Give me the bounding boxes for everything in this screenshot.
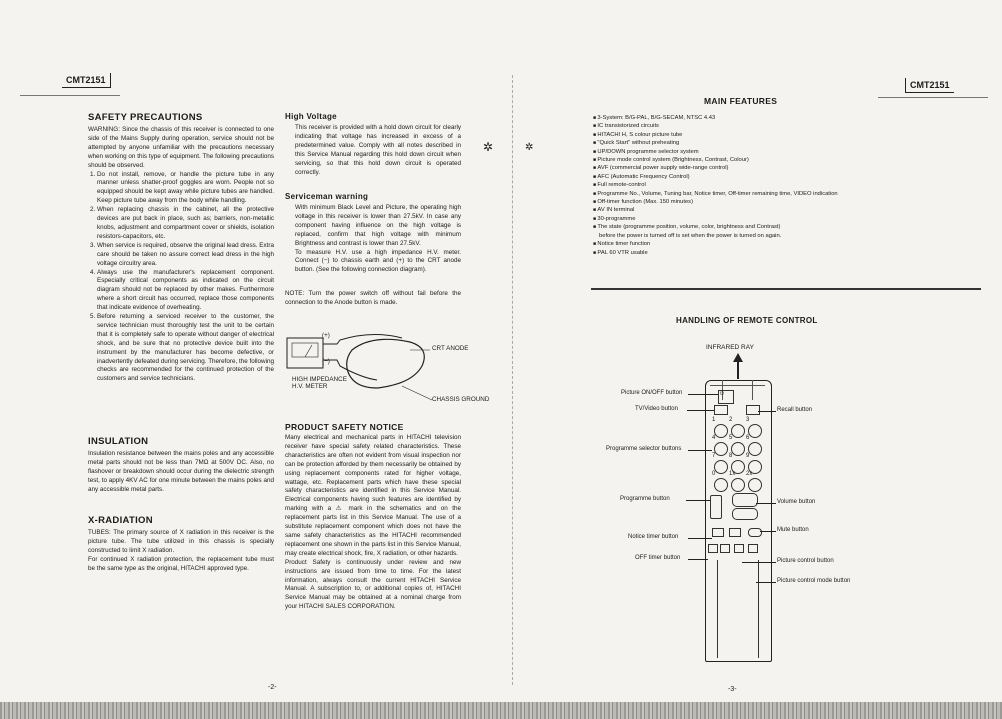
key-1[interactable] [714, 424, 728, 438]
feature-item: ■ Full remote-control [593, 181, 923, 189]
leader-line [760, 531, 776, 532]
feature-item: ■ IC transistorized circuits [593, 122, 923, 130]
key-5[interactable] [731, 442, 745, 456]
safety-item: 4. Always use the manufacturer's replacement component. Especially critical components as indicated on the circuit diagram should not be replaced by other makes. Furthermore where a short circuit has occurred, replace those components that indicate evidence of overheating. [97, 269, 274, 314]
insulation-body: Insulation resistance between the mains poles and any accessible metal parts should not be less than 7MΩ at 500V DC. Also, no flashover or breakdown should occur during the dielectric strength test, to apply 4KV AC for one minute between the mains poles and any accessible metal parts. [88, 450, 274, 493]
binding-hole-icon: ✲ [483, 140, 494, 154]
hv-meter-label-line2: H.V. METER [292, 383, 328, 390]
note-text: NOTE: Turn the power switch off without fail before the connection to the Anode button is made. [285, 290, 461, 306]
hv-meter-label [292, 376, 347, 390]
high-voltage-section [285, 112, 461, 177]
picture-control-key-2[interactable] [734, 544, 744, 553]
volume-down-key[interactable] [732, 508, 758, 520]
feature-item: ■ UP/DOWN programme selector system [593, 148, 923, 156]
feature-item: ■ 30-programme [593, 215, 923, 223]
feature-item: ■ AFC (Automatic Frequency Control) [593, 173, 923, 181]
mute-label: Mute button [777, 527, 809, 533]
recall-key[interactable] [746, 405, 760, 415]
off-timer-label: OFF timer button [635, 555, 681, 561]
crt-tube-shape [347, 339, 425, 388]
serviceman-warning-title: Serviceman warning [285, 192, 369, 201]
product-safety-title: PRODUCT SAFETY NOTICE [285, 422, 404, 432]
picture-control-mode-label: Picture control mode button [777, 578, 851, 584]
high-voltage-body: This receiver is provided with a hold down circuit for clearly indicating that voltage has increased in excess of a predetermined value. Comply with all notes described in this Service Manual regarding this hold down circuit when servicing, so that this hold down circuit is operated correctly. [295, 124, 461, 176]
safety-item: 1. Do not install, remove, or handle the picture tube in any manner unless shatter-proof goggles are worn. People not so equipped should be kept away while picture tubes are handled. Keep picture tube away from the body while handling. [97, 171, 274, 207]
leader-line [742, 562, 776, 563]
section-rule [591, 288, 981, 290]
leader-line [756, 503, 776, 504]
header-rule-right [878, 97, 988, 98]
serviceman-warning-body: With minimum Black Level and Picture, the operating high voltage in this receiver is lower than 27.5kV. In case any component having influence on the high voltage is replaced, confirm that high voltage with minimum Brightness and contrast is lower than 27.5kV. [295, 204, 461, 247]
safety-item: 5. Before returning a serviced receiver to the customer, the service technician must thoroughly test the unit to be certain that it is completely safe to operate without danger of electrical shock, and be sure that no protective device built into the instrument by the manufacturer has become defective, or inadvertently defeated during servicing. Therefore, the following checks are recommended for the continued protection of the customers and service technicians. [97, 313, 274, 384]
leader-line [688, 559, 708, 560]
model-number-left: CMT2151 [62, 73, 111, 88]
feature-item: ■ Picture mode control system (Brightness, Contrast, Colour) [593, 156, 923, 164]
keypad [710, 415, 765, 493]
programme-button-label: Programme button [620, 496, 670, 502]
key-1x[interactable] [731, 478, 745, 492]
key-2x[interactable] [748, 478, 762, 492]
model-number-right: CMT2151 [905, 78, 954, 93]
feature-item: ■ The state (programme position, volume, color, brightness and Contrast) [593, 223, 923, 231]
product-safety-body: Many electrical and mechanical parts in HITACHI television receiver have special safety related characteristics. These characteristics are often not evident from visual inspection nor can be protection afforded by them necessarily be obtained by using replacement components rated for higher voltage, wattage, etc. Replacement parts which have these special safety characteristics are identified in this Service Manual. Electrical components having such features are identified by marking with a ⚠ mark in the schematics and on the replacement parts list in this Service Manual. The use of a substitute replacement component which does not have the same safety characteristics as the HITACHI recommended replacement one shown in the parts list in this Service Manual, may create electrical shock, fire, X radiation, or other hazards. [285, 434, 461, 557]
safety-intro: WARNING: Since the chassis of this receiver is connected to one side of the Mains Supply during operation, service should not be attempted by anyone unfamiliar with the precautions necessary when working on this type of equipment. The following precautions should be observed. [88, 126, 274, 169]
features-list [593, 114, 923, 257]
key-1x-label: 1x [729, 471, 736, 477]
feature-item: ■ AV IN terminal [593, 206, 923, 214]
volume-up-key[interactable] [732, 493, 758, 507]
tv-video-label: TV/Video button [635, 406, 678, 412]
remote-control-title: HANDLING OF REMOTE CONTROL [676, 316, 818, 325]
main-features-title: MAIN FEATURES [704, 96, 778, 106]
notice-timer-key[interactable] [712, 528, 724, 537]
safety-section [88, 112, 274, 384]
safety-item: 2. When replacing chassis in the cabinet, all the protective devices are put back in place, such as; barriers, non-metallic knobs, adjustment and compartment cover or shields, isolation resistors-capacitors, etc. [97, 206, 274, 242]
remote-grip-line [717, 560, 718, 658]
chassis-ground-label: CHASSIS GROUND [432, 396, 490, 403]
hv-plus-label: (+) [322, 332, 330, 339]
leader-line [688, 450, 712, 451]
recall-label: Recall button [777, 407, 813, 413]
feature-item: ■ AVF (commercial power supply wide-range control) [593, 164, 923, 172]
remote-grip-line [758, 560, 759, 658]
leader-line [756, 582, 776, 583]
safety-title: SAFETY PRECAUTIONS [88, 112, 203, 123]
serviceman-warning-body: To measure H.V. use a high impedance H.V. meter. Connect (−) to chassis earth and (+) to the CRT anode button. (See the following connection diagram). [295, 248, 461, 274]
power-key[interactable]: ⏻ [718, 390, 734, 404]
header-rule-left [20, 95, 120, 96]
leader-line [688, 394, 718, 395]
scan-edge-strip [0, 702, 1002, 719]
key-0-label: 0 [712, 471, 716, 477]
crt-anode-label: CRT ANODE [432, 345, 469, 352]
feature-item: ■ 3-System: B/G-PAL, B/G-SECAM, NTSC 4.43 [593, 114, 923, 122]
insulation-section [88, 436, 274, 495]
leader-line [687, 410, 714, 411]
serviceman-warning-section [285, 192, 461, 275]
feature-item: ■ Notice timer function [593, 240, 923, 248]
binding-hole-icon: ✲ [525, 142, 534, 153]
safety-list [88, 171, 274, 385]
key-2-label: 2 [729, 417, 733, 423]
insulation-title: INSULATION [88, 436, 149, 447]
key-8[interactable] [731, 460, 745, 474]
notice-timer-label: Notice timer button [628, 534, 679, 540]
picture-control-label: Picture control button [777, 558, 834, 564]
key-5-label: 5 [729, 435, 733, 441]
picture-control-mode-key[interactable] [748, 544, 758, 553]
key-4[interactable] [714, 442, 728, 456]
xradiation-title: X-RADIATION [88, 515, 153, 526]
hv-meter-shape [287, 338, 323, 368]
key-6[interactable] [748, 442, 762, 456]
volume-label: Volume button [777, 499, 816, 505]
page-number-right: -3- [728, 686, 737, 693]
tv-video-key[interactable] [714, 405, 728, 415]
xradiation-section [88, 515, 274, 574]
key-6-label: 6 [746, 435, 750, 441]
key-8-label: 8 [729, 453, 733, 459]
product-safety-body: Product Safety is continuously under review and new instructions are issued from time to time. For the latest information, always consult the current HITACHI Service Manual. A subscription to, or additional copies of, HITACHI Service Manual may be obtained at a nominal charge from your HITACHI SALES CORPORATION. [285, 558, 461, 611]
page-fold-divider [512, 75, 513, 685]
hv-meter-label-line1: HIGH IMPEDANCE [292, 376, 347, 383]
remote-divider [710, 385, 765, 386]
feature-item: ■ Off-timer function (Max. 150 minutes) [593, 198, 923, 206]
xradiation-body: TUBES: The primary source of X radiation in this receiver is the picture tube. The tube utilized in this chassis is specially constructed to limit X radiation. [88, 529, 274, 554]
key-2x-label: 2x [746, 471, 753, 477]
mute-key[interactable] [748, 528, 762, 537]
feature-item: ■ Programme No., Volume, Tuning bar, Notice timer, Off-timer remaining time, VIDEO indication [593, 190, 923, 198]
programme-selector-label: Programme selector buttons [606, 446, 682, 452]
key-1-label: 1 [712, 417, 716, 423]
key-3[interactable] [748, 424, 762, 438]
key-2[interactable] [731, 424, 745, 438]
safety-item: 3. When service is required, observe the original lead dress. Extra care should be taken no assure correct lead dress in the high voltage circuitry area. [97, 242, 274, 269]
product-safety-section [285, 422, 461, 612]
picture-onoff-label: Picture ON/OFF button [621, 390, 683, 396]
key-9-label: 9 [746, 453, 750, 459]
leader-line [688, 538, 712, 539]
programme-updown-key[interactable] [710, 495, 722, 519]
key-4-label: 4 [712, 435, 716, 441]
hv-minus-label: (−) [322, 358, 330, 365]
feature-item-continued: before the power is turned off is set when the power is turned on again. [599, 232, 782, 239]
picture-control-key-1[interactable] [720, 544, 730, 553]
key-7-label: 7 [712, 453, 716, 459]
mute-key-alt[interactable] [729, 528, 741, 537]
infrared-arrow-icon [733, 353, 743, 379]
remote-edge [752, 380, 753, 400]
page-number-left: -2- [268, 684, 277, 691]
leader-line [758, 411, 776, 412]
feature-item: ■ PAL 60 VTR usable [593, 249, 923, 257]
off-timer-key[interactable] [708, 544, 718, 553]
high-voltage-title: High Voltage [285, 112, 337, 121]
key-9[interactable] [748, 460, 762, 474]
infrared-ray-label: INFRARED RAY [706, 344, 754, 351]
feature-item: ■ HITACHI H, S colour picture tube [593, 131, 923, 139]
key-7[interactable] [714, 460, 728, 474]
key-3-label: 3 [746, 417, 750, 423]
leader-line [686, 500, 710, 501]
xradiation-body: For continued X radiation protection, the replacement tube must be the same type as the original, HITACHI approved type. [88, 555, 274, 572]
key-0[interactable] [714, 478, 728, 492]
feature-item: ■ "Quick Start" without preheating [593, 139, 923, 147]
